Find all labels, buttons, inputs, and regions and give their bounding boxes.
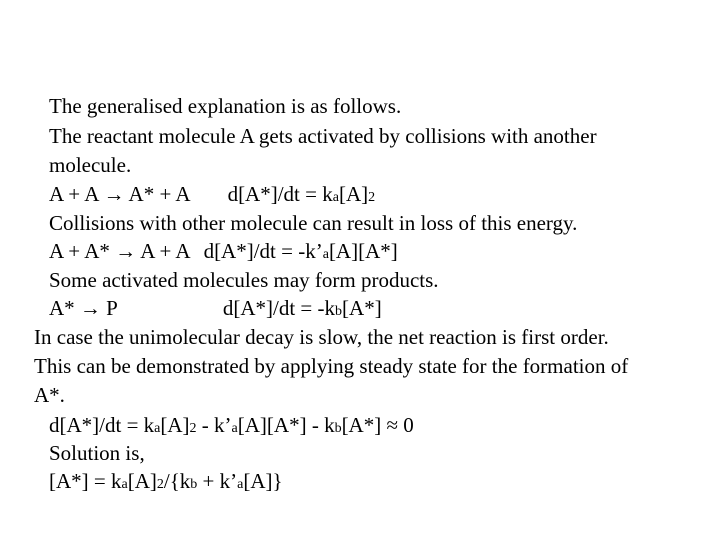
reaction-product: A* → P xyxy=(49,296,118,320)
rate-activation: d[A*]/dt = ka[A]2 xyxy=(227,182,376,206)
text-line-deactivation: Collisions with other molecule can result in loss of this energy. xyxy=(49,211,578,235)
equation-activation xyxy=(49,182,375,210)
text-line-first-order: In case the unimolecular decay is slow, the net reaction is first order. xyxy=(34,325,609,349)
text-line-steady-state: This can be demonstrated by applying steady state for the formation of xyxy=(34,354,629,378)
text-line-activation: The reactant molecule A gets activated by collisions with another xyxy=(49,124,597,148)
equation-deactivation xyxy=(49,239,398,267)
reaction-activation: A + A → A* + A xyxy=(49,182,191,206)
rate-deactivation: d[A*]/dt = -k’a[A][A*] xyxy=(203,239,398,263)
text-line-products: Some activated molecules may form products. xyxy=(49,268,439,292)
text-line-intro: The generalised explanation is as follows. xyxy=(49,94,402,118)
text-line-solution: Solution is, xyxy=(49,441,145,465)
rate-product: d[A*]/dt = -kb[A*] xyxy=(222,296,382,320)
equation-solution: [A*] = ka[A]2/{kb + k’a[A]} xyxy=(49,469,283,493)
reaction-deactivation: A + A* → A + A xyxy=(49,239,191,263)
text-line-astar: A*. xyxy=(34,383,65,407)
equation-steady-state: d[A*]/dt = ka[A]2 - k’a[A][A*] - kb[A*] ≈ 0 xyxy=(49,413,414,437)
equation-product xyxy=(49,296,382,324)
text-line-molecule: molecule. xyxy=(49,153,132,177)
